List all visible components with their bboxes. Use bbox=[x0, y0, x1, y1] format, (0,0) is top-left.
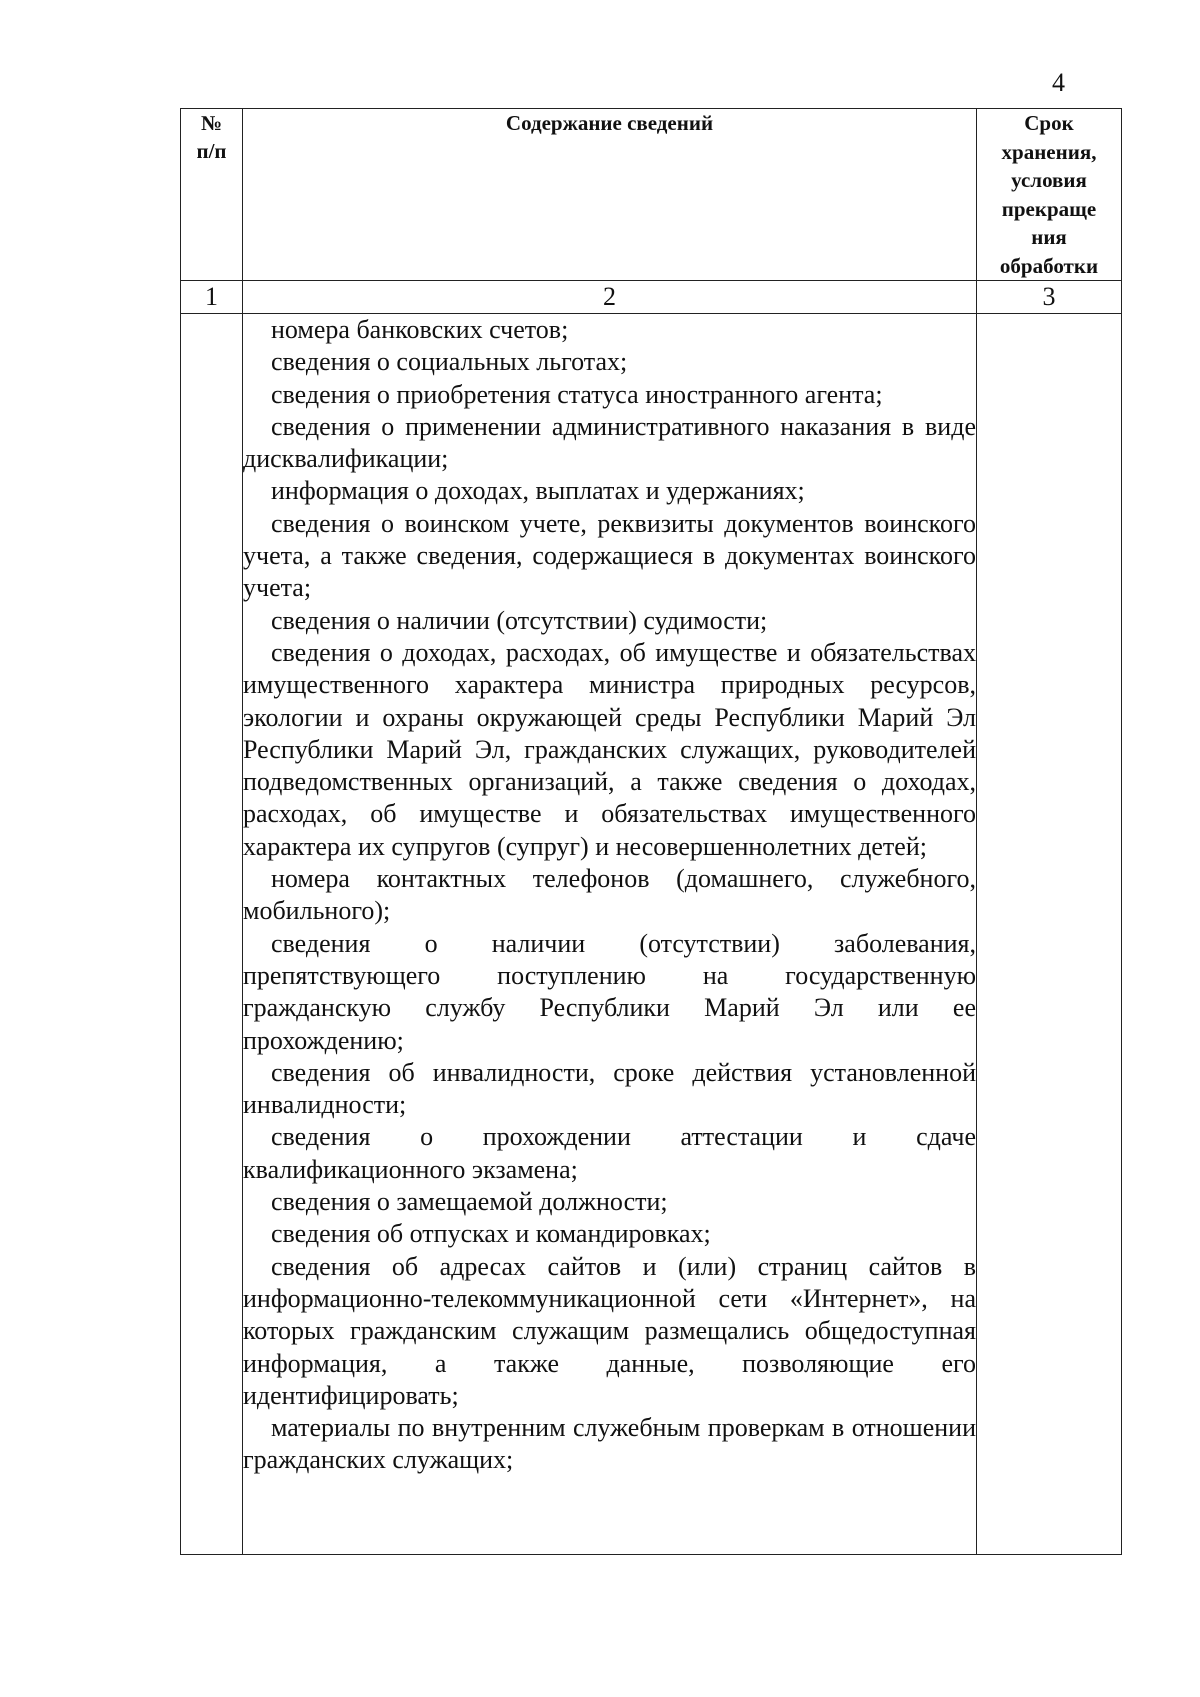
header-col-retention-line: прекраще bbox=[1001, 196, 1097, 221]
list-item: сведения о доходах, расходах, об имуществе и обязательствах имущественного характера министра природных ресурсов, экологии и охраны окружающей среды Республики Марий Эл Республики Марий Эл, гражданских служащих, руководителей подведомственных организаций, а также сведения о доходах, расходах, об имуществе и обязательствах имущественного характера их супругов (супруг) и несовершеннолетних детей; bbox=[243, 637, 976, 861]
list-item: сведения о замещаемой должности; bbox=[271, 1187, 668, 1217]
header-col-retention bbox=[977, 109, 1122, 281]
list-item: сведения о применении административного наказания в виде дисквалификации; bbox=[243, 411, 976, 474]
column-number-row bbox=[181, 281, 1122, 314]
number-cell bbox=[181, 314, 243, 1555]
header-col-retention-line: условия bbox=[1011, 168, 1087, 192]
retention-cell bbox=[977, 314, 1122, 1555]
header-row bbox=[181, 109, 1122, 281]
header-col-number-line: № bbox=[200, 111, 223, 135]
list-item: номера контактных телефонов (домашнего, служебного, мобильного); bbox=[243, 864, 976, 926]
header-col-retention-line: ния bbox=[1031, 225, 1067, 249]
header-col-number-line: п/п bbox=[196, 139, 227, 163]
header-col-retention-line: хранения, bbox=[1001, 139, 1097, 164]
content-cell bbox=[243, 314, 977, 1555]
list-item: сведения о социальных льготах; bbox=[271, 347, 628, 377]
list-item: сведения о прохождении аттестации и сдаче квалификационного экзамена; bbox=[243, 1122, 976, 1184]
list-item: сведения о наличии (отсутствии) заболевания, препятствующего поступлению на государственную гражданскую службу Республики Марий Эл или ее прохождению; bbox=[243, 928, 976, 1055]
list-item: сведения о приобретения статуса иностранного агента; bbox=[271, 379, 883, 409]
column-number: 2 bbox=[243, 281, 977, 314]
list-item: сведения об инвалидности, сроке действия установленной инвалидности; bbox=[243, 1057, 976, 1120]
header-col-number bbox=[181, 109, 243, 281]
list-item: сведения о воинском учете, реквизиты документов воинского учета, а также сведения, содержащиеся в документах воинского учета; bbox=[243, 508, 976, 603]
column-number: 3 bbox=[977, 281, 1122, 314]
header-col-content: Содержание сведений bbox=[243, 109, 977, 281]
table-row bbox=[181, 314, 1122, 1555]
data-table bbox=[180, 108, 1122, 1555]
list-item: сведения о наличии (отсутствии) судимости; bbox=[271, 605, 768, 635]
list-item: номера банковских счетов; bbox=[271, 315, 569, 344]
column-number: 1 bbox=[181, 281, 243, 314]
list-item: сведения об отпусках и командировках; bbox=[271, 1219, 711, 1249]
list-item: сведения об адресах сайтов и (или) страниц сайтов в информационно-телекоммуникационной сети «Интернет», на которых гражданским служащим размещались общедоступная информация, а также данные, позволяющие его идентифицировать; bbox=[243, 1251, 976, 1410]
list-item: информация о доходах, выплатах и удержаниях; bbox=[271, 476, 805, 506]
header-col-retention-line: Срок bbox=[1024, 111, 1074, 135]
page-number: 4 bbox=[1052, 68, 1065, 97]
header-col-retention-line: обработки bbox=[999, 253, 1099, 278]
list-item: материалы по внутренним служебным проверкам в отношении гражданских служащих; bbox=[243, 1413, 976, 1475]
